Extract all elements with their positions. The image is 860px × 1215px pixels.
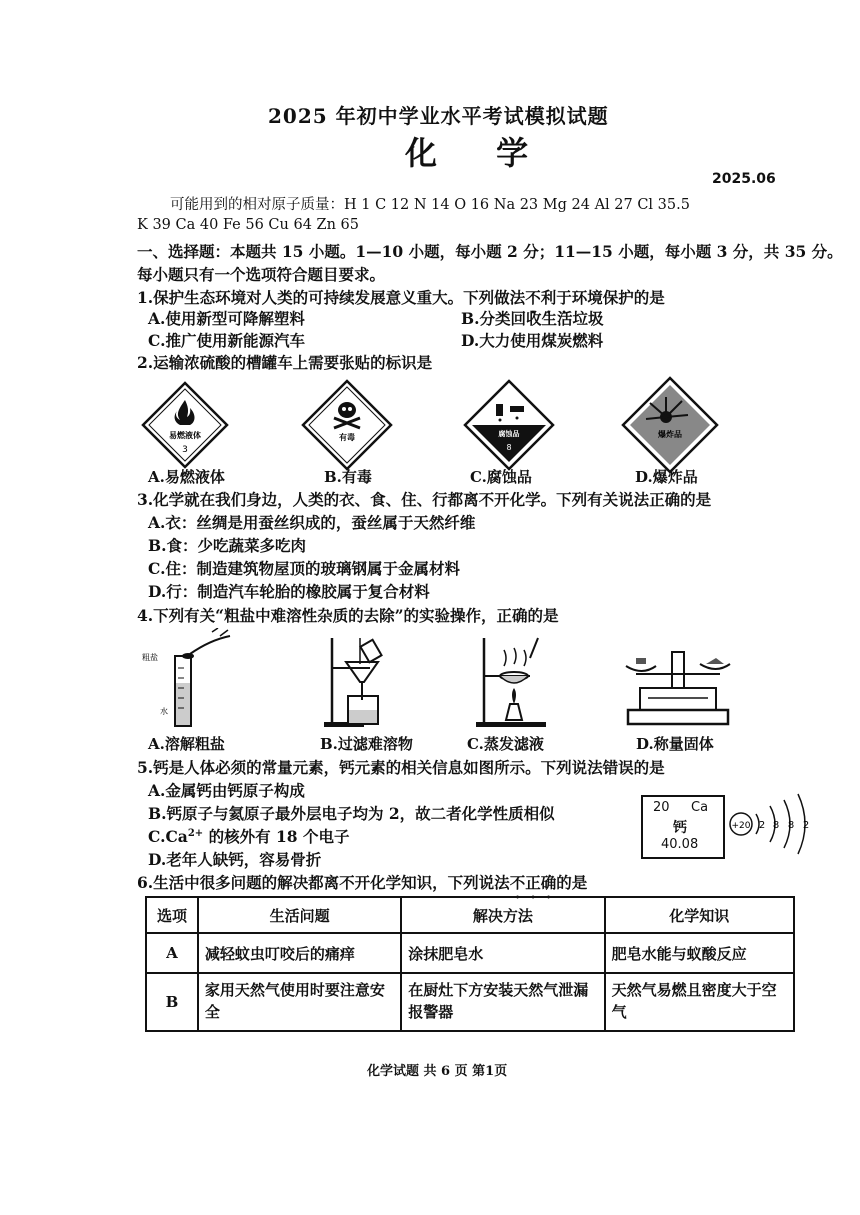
dissolve-salt-figure-icon — [140, 628, 245, 728]
q1-stem: 1.保护生态环境对人类的可持续发展意义重大。下列做法不利于环境保护的是 — [137, 288, 665, 307]
fig-label-salt: 粗盐 — [142, 653, 158, 662]
q3-option-b: B.食：少吃蔬菜多吃肉 — [148, 536, 306, 555]
header-life-problem: 生活问题 — [198, 897, 401, 933]
sign-c-text: 腐蚀品 — [498, 430, 520, 438]
q1-option-a: A.使用新型可降解塑料 — [148, 309, 305, 328]
sign-a-text: 易燃液体 — [169, 431, 201, 440]
q5-option-c: $C.Ca^{2+}$ 的核外有 18 个电子 — [148, 827, 350, 846]
toxic-sign-icon — [300, 378, 394, 472]
q2-option-b: B.有毒 — [324, 468, 372, 486]
subject-title: 化 学 — [405, 134, 553, 172]
q4-option-b: B.过滤难溶物 — [320, 735, 413, 753]
calcium-element-box — [641, 795, 725, 859]
header-chem-knowledge: 化学知识 — [605, 897, 794, 933]
balance-figure-icon — [620, 640, 735, 730]
section-instructions-line2: 每小题只有一个选项符合题目要求。 — [137, 265, 386, 284]
q1-emphasis: 不利于 — [525, 288, 572, 307]
element-number: 20 — [653, 800, 670, 815]
flammable-liquid-sign-icon — [140, 380, 230, 470]
row-a-solution: 涂抹肥皂水 — [401, 933, 604, 973]
row-b-solution: 在厨灶下方安装天然气泄漏报警器 — [401, 973, 604, 1031]
corrosive-sign-icon — [462, 378, 556, 472]
element-symbol: Ca — [691, 800, 709, 815]
q3-option-d: D.行：制造汽车轮胎的橡胶属于复合材料 — [148, 582, 430, 601]
exam-title: 2025 年初中学业水平考试模拟试题 — [268, 104, 609, 128]
sign-d-text: 爆炸品 — [658, 430, 682, 439]
element-name: 钙 — [673, 820, 687, 836]
section-instructions-line1: 一、选择题：本题共 15 小题。1—10 小题，每小题 2 分；11—15 小题，每小题 3 分，共 35 分。 — [137, 242, 843, 261]
q4-option-d: D.称量固体 — [636, 735, 714, 753]
q2-stem: 2.运输浓硫酸的槽罐车上需要张贴的标识是 — [137, 353, 433, 372]
q5-option-b: B.钙原子与氦原子最外层电子均为 2，故二者化学性质相似 — [148, 804, 555, 823]
atom-shell-1: 2 — [758, 820, 766, 831]
q2-option-a: A.易燃液体 — [148, 468, 225, 486]
row-b-option: B — [146, 973, 198, 1031]
q4-option-c: C.蒸发滤液 — [467, 735, 544, 753]
atom-nucleus: +20 — [731, 821, 751, 831]
q6-stem: 6.生活中很多问题的解决都离不开化学知识，下列说法不正确的是 — [137, 873, 588, 892]
sign-a-number: 3 — [182, 445, 188, 455]
q4-option-a: A.溶解粗盐 — [148, 735, 225, 753]
calcium-atom-structure-icon — [726, 790, 836, 860]
explosive-sign-icon — [620, 375, 720, 475]
page-footer: 化学试题 共 6 页 第1页 — [367, 1064, 508, 1079]
q5-option-a: A.金属钙由钙原子构成 — [148, 781, 305, 800]
evaporation-figure-icon — [470, 628, 560, 728]
q5-stem: 5.钙是人体必须的常量元素，钙元素的相关信息如图所示。下列说法错误的是 — [137, 758, 665, 777]
table-row — [146, 973, 794, 1031]
q2-option-d: D.爆炸品 — [635, 468, 698, 486]
q3-stem: 3.化学就在我们身边，人类的衣、食、住、行都离不开化学。下列有关说法正确的是 — [137, 490, 712, 509]
sign-c-number: 8 — [506, 443, 512, 452]
atomic-masses-line2: K 39 Ca 40 Fe 56 Cu 64 Zn 65 — [137, 217, 360, 233]
row-a-problem: 减轻蚊虫叮咬后的痛痒 — [198, 933, 401, 973]
fig-label-water: 水 — [160, 707, 168, 716]
q5-option-d: D.老年人缺钙，容易骨折 — [148, 850, 322, 869]
table-row — [146, 933, 794, 973]
row-a-knowledge: 肥皂水能与蚁酸反应 — [605, 933, 794, 973]
header-option: 选项 — [146, 897, 198, 933]
row-a-option: A — [146, 933, 198, 973]
q2-option-c: C.腐蚀品 — [470, 468, 532, 486]
row-b-problem: 家用天然气使用时要注意安全 — [198, 973, 401, 1031]
atom-shell-2: 8 — [772, 820, 780, 831]
q4-stem: 4.下列有关“粗盐中难溶性杂质的去除”的实验操作，正确的是 — [137, 606, 559, 625]
q6-emphasis: 不正确 — [509, 873, 557, 892]
sign-b-text: 有毒 — [339, 433, 355, 442]
element-mass: 40.08 — [661, 837, 699, 852]
exam-date: 2025.06 — [712, 171, 776, 187]
row-b-knowledge: 天然气易燃且密度大于空气 — [605, 973, 794, 1031]
q3-option-a: A.衣：丝绸是用蚕丝织成的，蚕丝属于天然纤维 — [148, 513, 476, 532]
filtration-figure-icon — [320, 628, 410, 728]
q1-option-d: D.大力使用煤炭燃料 — [461, 331, 604, 350]
q3-option-c: C.住：制造建筑物屋顶的玻璃钢属于金属材料 — [148, 559, 460, 578]
atom-shell-4: 2 — [802, 820, 810, 831]
q1-option-b: B.分类回收生活垃圾 — [461, 309, 604, 328]
atom-shell-3: 8 — [787, 820, 795, 831]
q1-option-c: C.推广使用新能源汽车 — [148, 331, 305, 350]
atomic-masses-line1: 可能用到的相对原子质量：H 1 C 12 N 14 O 16 Na 23 Mg 24 Al 27 Cl 35.5 — [170, 197, 690, 213]
header-solution: 解决方法 — [401, 897, 604, 933]
q6-table — [145, 896, 795, 1032]
table-header-row — [146, 897, 794, 933]
